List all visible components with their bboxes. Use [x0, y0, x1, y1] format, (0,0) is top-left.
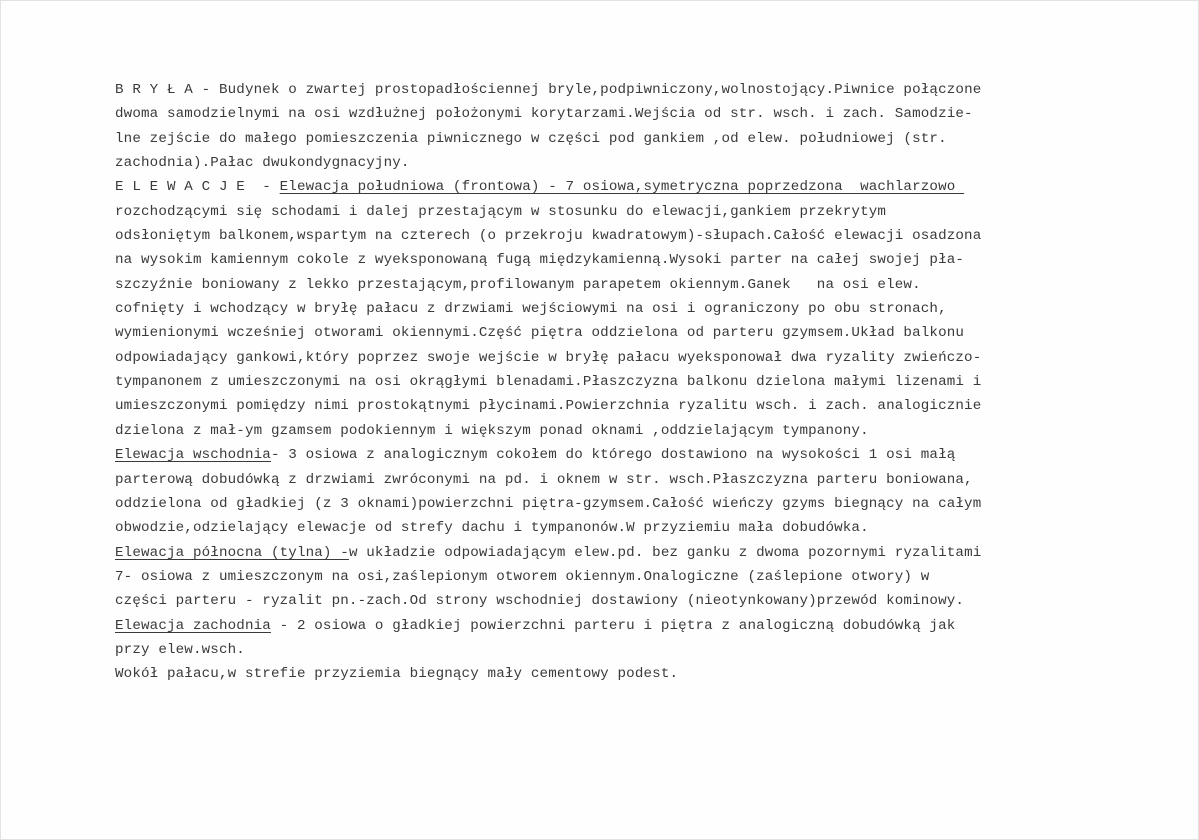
text-line — [115, 297, 1175, 321]
document-body — [115, 78, 1175, 687]
text-line — [115, 541, 1175, 565]
text-segment: - — [244, 179, 280, 196]
text-segment: B R Y Ł A — [115, 82, 193, 98]
text-segment: odsłoniętym balkonem,wspartym na czterech (o przekroju kwadratowym)-słupach.Całość elewacji osadzona — [115, 228, 982, 245]
text-segment: dwoma samodzielnymi na osi wzdłużnej położonymi korytarzami.Wejścia od str. wsch. i zach. Samodzie- — [115, 106, 973, 123]
text-line — [115, 370, 1175, 394]
text-line — [115, 394, 1175, 418]
text-segment: - 2 osiowa o gładkiej powierzchni parteru i piętra z analogiczną dobudówką jak — [270, 617, 956, 634]
text-segment: - Budynek o zwartej prostopadłościennej bryle,podpiwniczony,wolnostojący.Piwnice połączone — [192, 82, 982, 98]
underlined-heading: Elewacja zachodnia — [115, 617, 271, 634]
text-segment: oddzielona od gładkiej (z 3 oknami)powierzchni piętra-gzymsem.Całość wieńczy gzyms biegnący na całym — [115, 495, 982, 512]
text-line — [115, 614, 1175, 638]
underlined-heading: Elewacja wschodnia — [115, 447, 271, 464]
text-line — [115, 248, 1175, 272]
text-line — [115, 151, 1175, 175]
text-line — [115, 565, 1175, 589]
text-line — [115, 589, 1175, 613]
text-line — [115, 419, 1175, 443]
text-line — [115, 443, 1175, 467]
text-segment: obwodzie,odzielający elewacje od strefy dachu i tympanonów.W przyziemiu mała dobudówka. — [115, 520, 869, 537]
text-segment: zachodnia).Pałac dwukondygnacyjny. — [115, 155, 410, 172]
text-line — [115, 127, 1175, 151]
text-line — [115, 516, 1175, 540]
text-segment: E L E W A C J E — [115, 179, 245, 196]
text-segment: odpowiadający gankowi,który poprzez swoje wejście w bryłę pałacu wyeksponował dwa ryzality zwieńczo- — [115, 349, 982, 366]
text-segment: - 3 osiowa z analogicznym cokołem do którego dostawiono na wysokości 1 osi małą — [270, 447, 956, 464]
text-segment: umieszczonymi pomiędzy nimi prostokątnymi płycinami.Powierzchnia ryzalitu wsch. i zach. analogicznie — [115, 398, 982, 415]
text-segment: lne zejście do małego pomieszczenia piwnicznego w części pod gankiem ,od elew. południowej (str. — [115, 130, 947, 147]
text-line — [115, 224, 1175, 248]
text-line — [115, 175, 1175, 199]
text-segment: Wokół pałacu,w strefie przyziemia biegnący mały cementowy podest. — [115, 666, 679, 683]
text-line — [115, 638, 1175, 662]
text-segment: na wysokim kamiennym cokole z wyeksponowaną fugą międzykamienną.Wysoki parter na całej swojej pła- — [115, 252, 965, 269]
text-segment: rozchodzącymi się schodami i dalej przestającym w stosunku do elewacji,gankiem przekrytym — [115, 203, 887, 220]
text-line — [115, 468, 1175, 492]
text-line — [115, 492, 1175, 516]
text-line — [115, 662, 1175, 686]
text-line — [115, 273, 1175, 297]
text-segment: przy elew.wsch. — [115, 641, 245, 658]
underlined-heading: Elewacja północna (tylna) - — [115, 544, 349, 561]
text-line — [115, 200, 1175, 224]
text-segment: tympanonem z umieszczonymi na osi okrągłymi blenadami.Płaszczyzna balkonu dzielona małymi lizenami i — [115, 374, 982, 391]
text-line — [115, 346, 1175, 370]
text-line — [115, 78, 1175, 102]
text-segment: części parteru - ryzalit pn.-zach.Od strony wschodniej dostawiony (nieotynkowany)przewód kominowy. — [115, 593, 965, 610]
text-segment: 7- osiowa z umieszczonym na osi,zaślepionym otworem okiennym.Onalogiczne (zaślepione otwory) w — [115, 568, 930, 585]
text-line — [115, 321, 1175, 345]
text-line — [115, 102, 1175, 126]
text-segment: wymienionymi wcześniej otworami okiennymi.Część piętra oddzielona od parteru gzymsem.Układ balkonu — [115, 325, 965, 342]
text-segment: parterową dobudówką z drzwiami zwróconymi na pd. i oknem w str. wsch.Płaszczyzna parteru boniowana, — [115, 471, 973, 488]
text-segment: szczyźnie boniowany z lekko przestającym,profilowanym parapetem okiennym.Ganek na osi elew. — [115, 276, 921, 293]
text-segment: dzielona z mał-ym gzamsem podokiennym i większym ponad oknami ,oddzielającym tympanony. — [115, 422, 869, 439]
text-segment: cofnięty i wchodzący w bryłę pałacu z drzwiami wejściowymi na osi i ograniczony po obu stronach, — [115, 301, 947, 318]
text-segment: w układzie odpowiadającym elew.pd. bez ganku z dwoma pozornymi ryzalitami — [348, 544, 982, 561]
underlined-heading: Elewacja południowa (frontowa) - 7 osiowa,symetryczna poprzedzona wachlarzowo — [279, 179, 965, 196]
